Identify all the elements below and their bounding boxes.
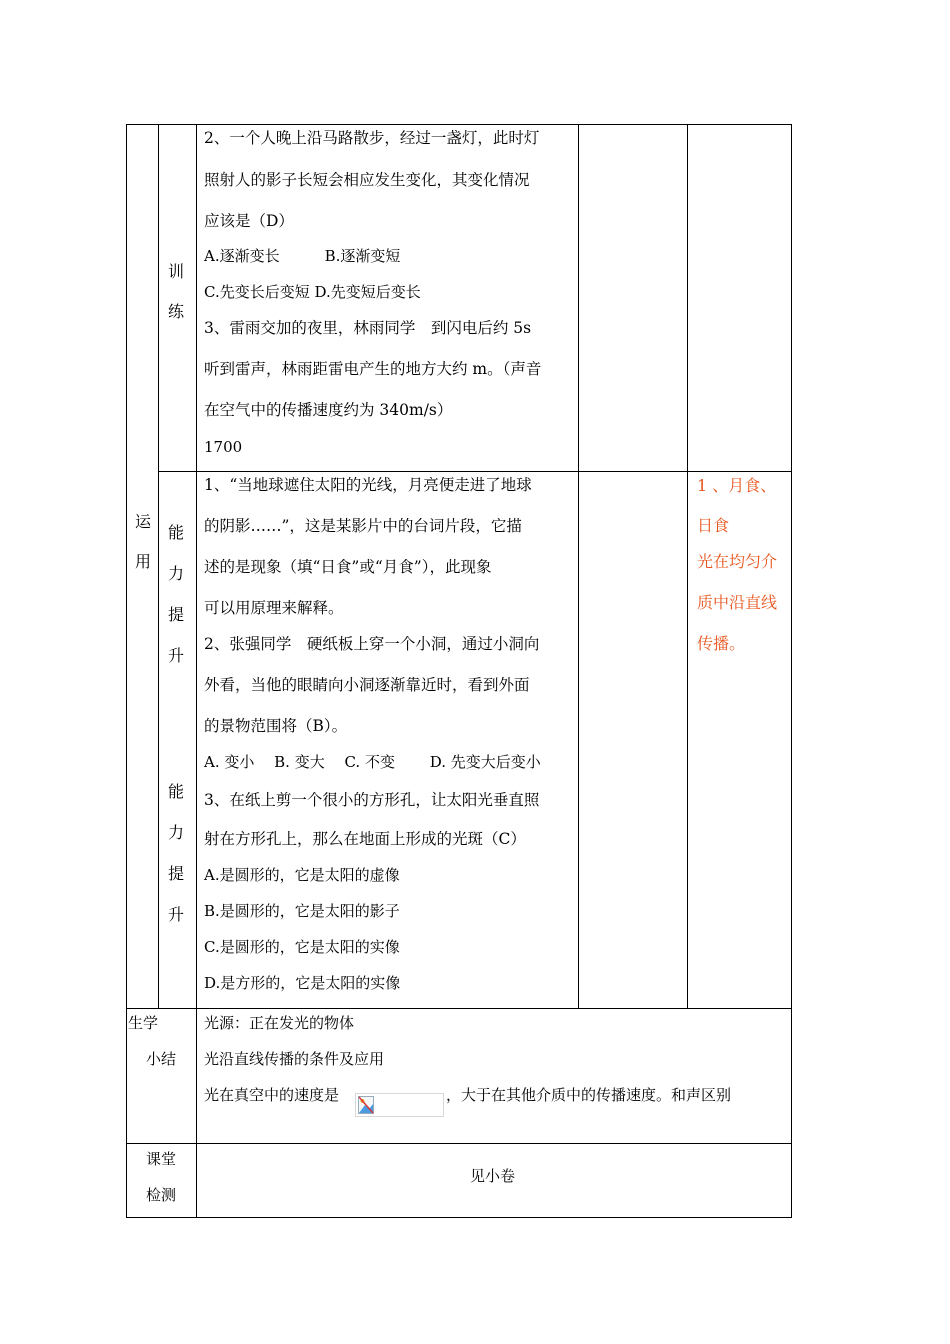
row-divider-check <box>126 1143 792 1144</box>
training-q3-line-2: 听到雷声，林雨距雷电产生的地方大约 m。（声音 <box>204 360 542 378</box>
ability-answer-line-5: 传播。 <box>697 634 746 653</box>
summary-line-3-after: ，大于在其他介质中的传播速度。和声区别 <box>446 1086 732 1104</box>
training-q3-line-1: 3、雷雨交加的夜里，林雨同学 到闪电后约 5s <box>204 319 532 337</box>
check-label-2: 检测 <box>146 1186 177 1204</box>
summary-label-1: 生学 <box>128 1014 159 1032</box>
row-divider-summary <box>126 1008 792 1009</box>
ability-answer-line-4: 质中沿直线 <box>697 593 778 612</box>
ability-q1-line-2: 的阴影……”，这是某影片中的台词片段，它描 <box>204 517 522 535</box>
summary-line-1: 光源：正在发光的物体 <box>204 1014 355 1032</box>
ability-q1-line-3: 述的是现象（填“日食”或“月食”），此现象 <box>204 558 492 576</box>
training-q2-line-3: 应该是（D） <box>204 212 294 230</box>
label-nengli-1d: 升 <box>168 646 185 665</box>
ability-q3-option-a: A.是圆形的，它是太阳的虚像 <box>204 866 400 884</box>
label-xunlian-2: 练 <box>168 302 185 321</box>
ability-q3-line-1: 3、在纸上剪一个很小的方形孔，让太阳光垂直照 <box>204 791 540 809</box>
label-yunyong-2: 用 <box>135 552 152 571</box>
row-divider-training <box>158 471 792 472</box>
ability-q1-line-4: 可以用原理来解释。 <box>204 599 344 617</box>
table-border-top <box>126 124 792 125</box>
label-yunyong-1: 运 <box>135 512 152 531</box>
label-nengli-2c: 提 <box>168 864 185 883</box>
ability-q3-line-2: 射在方形孔上，那么在地面上形成的光斑（C） <box>204 830 526 848</box>
ability-q1-line-1: 1、“当地球遮住太阳的光线，月亮便走进了地球 <box>204 476 532 494</box>
training-q3-line-3: 在空气中的传播速度约为 340m/s） <box>204 401 453 419</box>
ability-q2-options: A. 变小 B. 变大 C. 不变 D. 先变大后变小 <box>204 753 541 771</box>
ability-answer-line-2: 日食 <box>697 516 730 535</box>
table-border-left <box>126 124 127 1218</box>
label-xunlian-1: 训 <box>168 262 185 281</box>
label-nengli-1a: 能 <box>168 523 185 542</box>
training-q2-options-cd: C.先变长后变短 D.先变短后变长 <box>204 283 421 301</box>
broken-image-placeholder <box>355 1093 444 1117</box>
label-nengli-1b: 力 <box>168 564 185 583</box>
col-divider-1 <box>158 124 159 1008</box>
ability-q3-option-d: D.是方形的，它是太阳的实像 <box>204 974 401 992</box>
label-nengli-1c: 提 <box>168 605 185 624</box>
ability-q3-option-b: B.是圆形的，它是太阳的影子 <box>204 902 400 920</box>
label-nengli-2d: 升 <box>168 905 185 924</box>
ability-q2-line-2: 外看，当他的眼睛向小洞逐渐靠近时，看到外面 <box>204 676 530 694</box>
summary-label-2: 小结 <box>146 1050 177 1068</box>
training-q2-line-2: 照射人的影子长短会相应发生变化，其变化情况 <box>204 171 530 189</box>
training-q3-answer: 1700 <box>204 438 243 456</box>
col-divider-4 <box>687 124 688 1008</box>
ability-answer-line-1: 1 、月食、 <box>697 476 777 495</box>
col-divider-2 <box>196 124 197 1218</box>
table-border-right <box>791 124 792 1218</box>
training-q2-options-ab: A.逐渐变长 B.逐渐变短 <box>204 247 401 265</box>
check-label-1: 课堂 <box>146 1150 177 1168</box>
summary-line-3-before: 光在真空中的速度是 <box>204 1086 340 1104</box>
label-nengli-2a: 能 <box>168 782 185 801</box>
col-divider-3 <box>578 124 579 1008</box>
label-nengli-2b: 力 <box>168 823 185 842</box>
summary-line-2: 光沿直线传播的条件及应用 <box>204 1050 385 1068</box>
table-border-bottom <box>126 1217 792 1218</box>
ability-q2-line-3: 的景物范围将（B）。 <box>204 717 348 735</box>
ability-q3-option-c: C.是圆形的，它是太阳的实像 <box>204 938 400 956</box>
ability-q2-line-1: 2、张强同学 硬纸板上穿一个小洞，通过小洞向 <box>204 635 540 653</box>
training-q2-line-1: 2、一个人晚上沿马路散步，经过一盏灯，此时灯 <box>204 129 540 147</box>
check-content: 见小卷 <box>470 1167 516 1185</box>
ability-answer-line-3: 光在均匀介 <box>697 552 778 571</box>
broken-image-icon <box>358 1096 374 1114</box>
